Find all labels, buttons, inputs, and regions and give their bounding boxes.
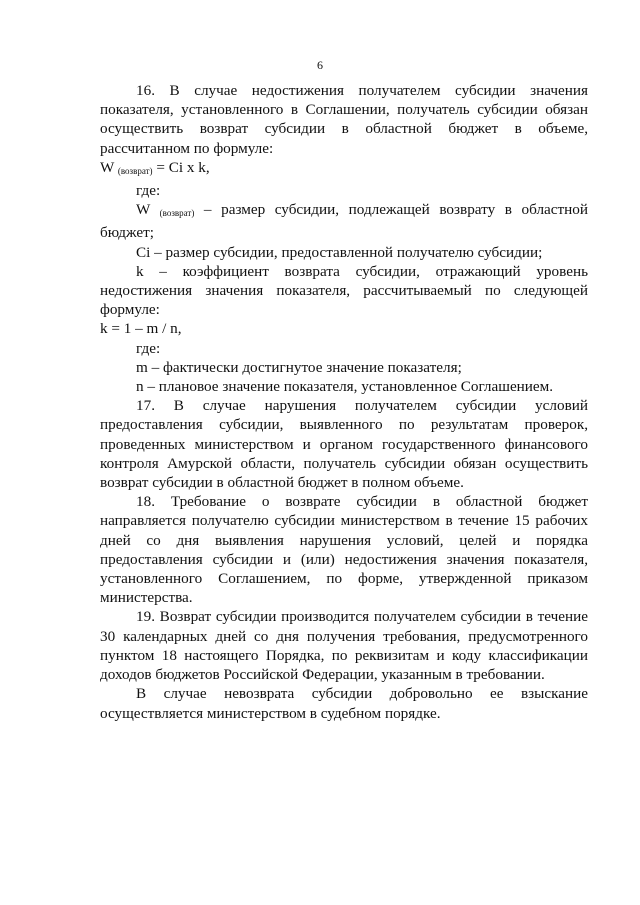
paragraph-18: 18. Требование о возврате субсидии в областной бюджет направляется получателю субсидии министерством в течение 15 рабочих дней со дня выявления нарушения условий, целей и порядка предоставления субсидии и (или) недостижения значения показателя, установленного Соглашением, по форме, утвержденной приказом министерства. xyxy=(100,493,588,607)
definition-w-symbol: W xyxy=(136,201,151,219)
page-number: 6 xyxy=(317,58,323,72)
formula-refund-rhs: = Ci x k, xyxy=(152,158,210,176)
formula-w-symbol: W xyxy=(100,158,115,176)
where-label: где: xyxy=(136,182,161,200)
formula-refund xyxy=(100,158,588,181)
where-label-2: где: xyxy=(136,339,161,357)
document-body xyxy=(100,81,588,723)
definition-m: m – фактически достигнутое значение показателя; xyxy=(136,358,462,376)
definition-k: k – коэффициент возврата субсидии, отражающий уровень недостижения значения показателя, рассчитываемый по следующей формуле: xyxy=(100,262,588,319)
paragraph-16: 16. В случае недостижения получателем субсидии значения показателя, установленного в Соглашении, получатель субсидии обязан осуществить возврат субсидии в областной бюджет в объеме, рассчитанном по формуле: xyxy=(100,82,588,157)
definition-w-subscript: (возврат) xyxy=(159,208,195,219)
definition-ci: Ci – размер субсидии, предоставленной получателю субсидии; xyxy=(136,243,543,261)
definition-w xyxy=(100,200,588,242)
formula-w-subscript: (возврат) xyxy=(117,165,153,176)
paragraph-19-enforcement: В случае невозврата субсидии добровольно ее взыскание осуществляется министерством в судебном порядке. xyxy=(100,685,588,722)
paragraph-19: 19. Возврат субсидии производится получателем субсидии в течение 30 календарных дней со дня получения требования, предусмотренного пунктом 18 настоящего Порядка, по реквизитам и коду классификации доходов бюджетов Российской Федерации, указанным в требовании. xyxy=(100,608,588,684)
definition-w-text: – размер субсидии, подлежащей возврату в областной бюджет; xyxy=(100,201,589,242)
paragraph-17: 17. В случае нарушения получателем субсидии условий предоставления субсидии, выявленного по результатам проверок, проведенных министерством и органом государственного финансового контроля Амурской области, получатель субсидии обязан осуществить возврат субсидии в областной бюджет в полном объеме. xyxy=(100,397,588,492)
formula-coefficient: k = 1 – m / n, xyxy=(100,320,182,338)
definition-n: n – плановое значение показателя, установленное Соглашением. xyxy=(136,378,554,396)
